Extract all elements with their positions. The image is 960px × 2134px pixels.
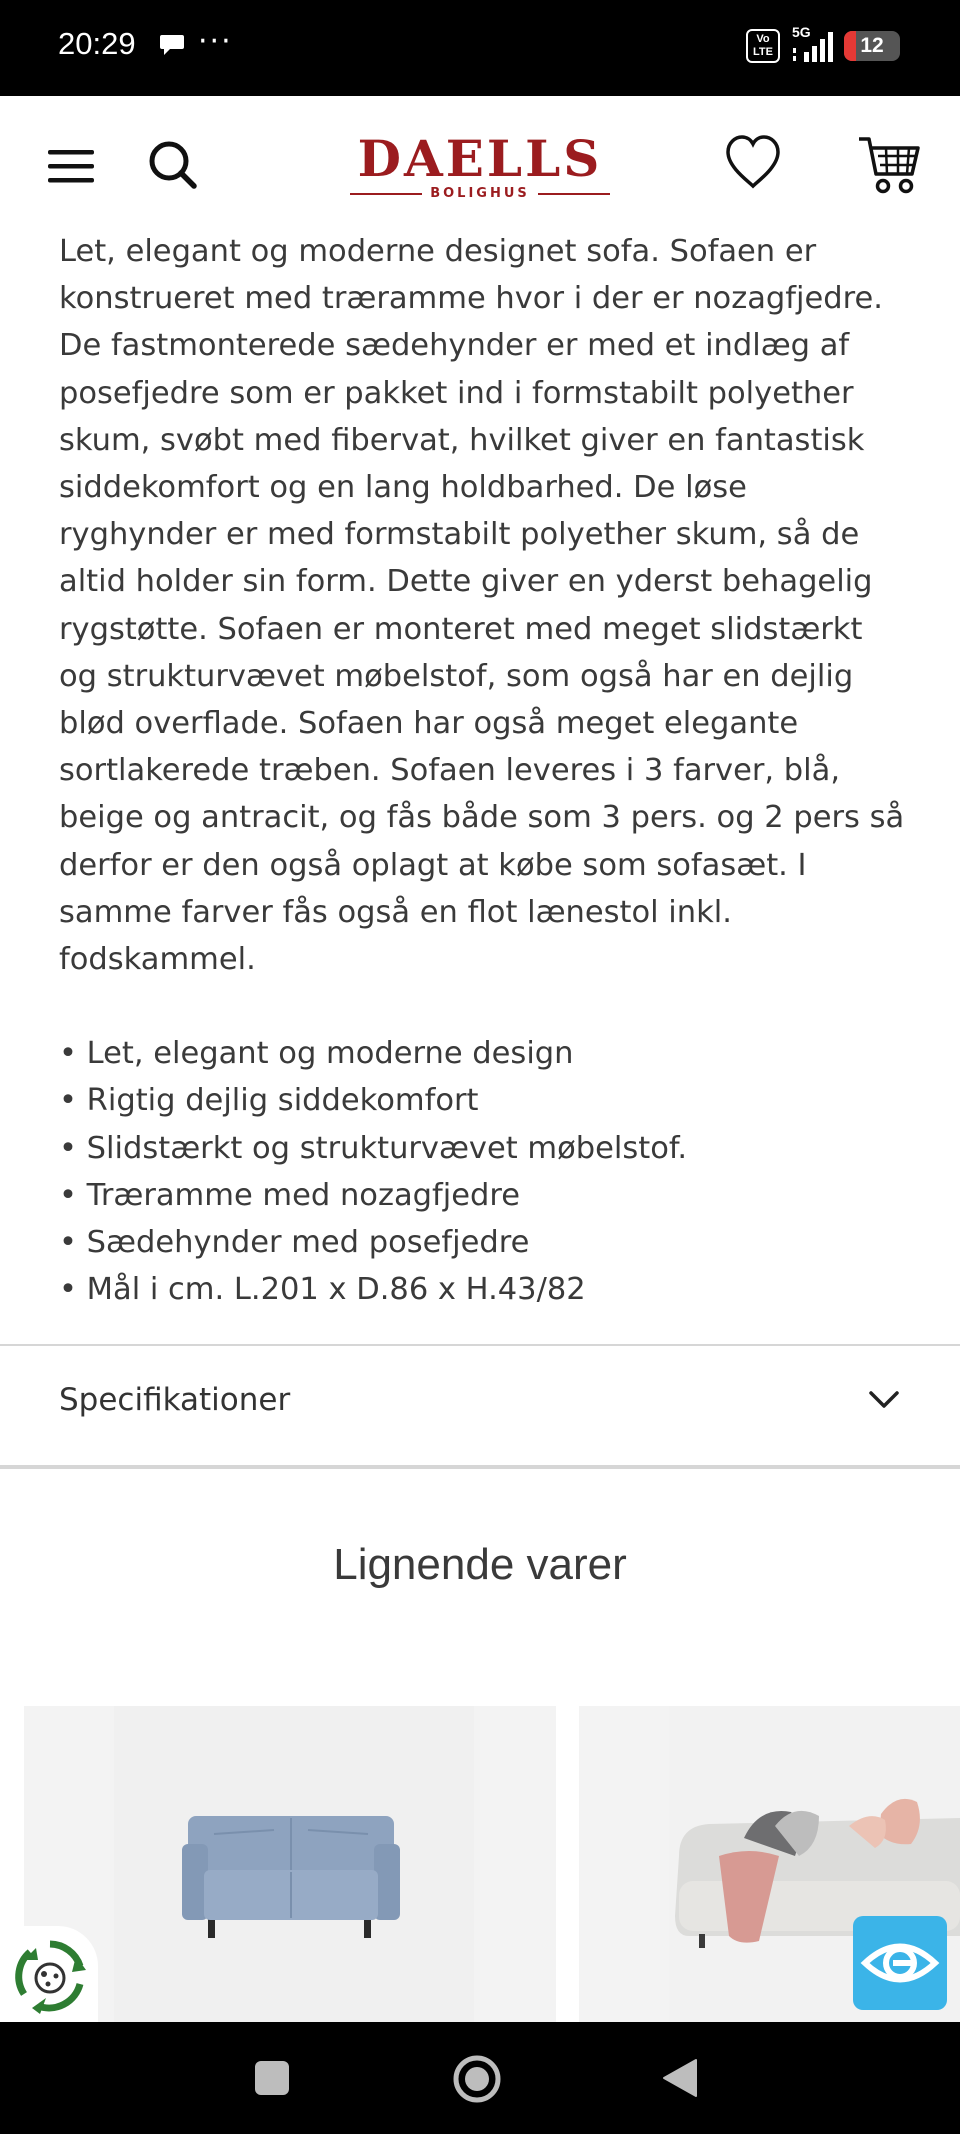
home-button[interactable] (452, 2054, 502, 2104)
description-text: Let, elegant og moderne designet sofa. Sofaen er konstrueret med træramme hvor i der er nozagfjedre. De fastmonterede sædehynder er med et indlæg af posefjedre som er pakket ind i formstabilt polyether skum, svøbt med fibervat, hvilket giver en fantastisk siddekomfort og en lang holdbarhed. De løse ryghynder er med formstabilt polyether skum, så de altid holder sin form. Dette giver en yderst behagelig rygstøtte. Sofaen er monteret med meget slidstærkt og strukturvævet møbelstof, som også har en dejlig blød overflade. Sofaen har også meget elegante sortlakerede træben. Sofaen leveres i 3 farver, blå, beige og antracit, og fås både som 3 pers. og 2 pers så derfor er den også oplagt at købe som sofasæt. I samme farver fås også en flot lænestol inkl. fodskammel. (59, 234, 905, 978)
specifications-accordion[interactable] (0, 1346, 960, 1466)
logo-wordmark: DAELLS (357, 129, 603, 188)
divider (0, 1465, 960, 1469)
site-header (0, 96, 960, 236)
system-nav-bar (0, 2022, 960, 2134)
recents-button[interactable] (254, 2060, 290, 2096)
site-logo[interactable] (350, 129, 610, 201)
feature-item: • Rigtig dejlig siddekomfort (59, 1083, 479, 1119)
product-card[interactable] (24, 1706, 556, 2022)
feature-item: • Let, elegant og moderne design (59, 1036, 574, 1072)
logo-subtitle: BOLIGHUS (430, 186, 530, 201)
status-bar (0, 0, 960, 96)
status-right-cluster (746, 24, 900, 64)
cart-icon[interactable] (856, 134, 922, 196)
feature-item: • Mål i cm. L.201 x D.86 x H.43/82 (59, 1272, 586, 1308)
network-type: 5G (792, 24, 811, 40)
accordion-label: Specifikationer (59, 1382, 291, 1418)
heart-icon[interactable] (724, 134, 782, 190)
search-icon[interactable] (146, 138, 200, 192)
back-button[interactable] (660, 2058, 700, 2098)
recycle-icon (10, 1936, 90, 2016)
eye-icon (853, 1916, 947, 2010)
feature-item: • Træramme med nozagfjedre (59, 1177, 520, 1213)
signal-icon (790, 24, 834, 64)
product-description (59, 228, 909, 1313)
accessibility-button[interactable] (853, 1916, 947, 2010)
eco-badge[interactable] (0, 1926, 98, 2024)
blue-sofa-image (24, 1706, 556, 2022)
volte-icon: Vo LTE (746, 29, 780, 63)
feature-item: • Sædehynder med posefjedre (59, 1225, 530, 1261)
battery-indicator: 12 (844, 31, 900, 61)
chevron-down-icon (868, 1390, 900, 1410)
feature-list (59, 1030, 909, 1313)
feature-item: • Slidstærkt og strukturvævet møbelstof. (59, 1130, 688, 1166)
chat-bubble-icon (158, 32, 186, 60)
status-time: 20:29 (58, 26, 136, 61)
section-title: Lignende varer (333, 1540, 627, 1589)
status-more-dots: ··· (198, 24, 233, 59)
menu-icon[interactable] (48, 148, 94, 184)
